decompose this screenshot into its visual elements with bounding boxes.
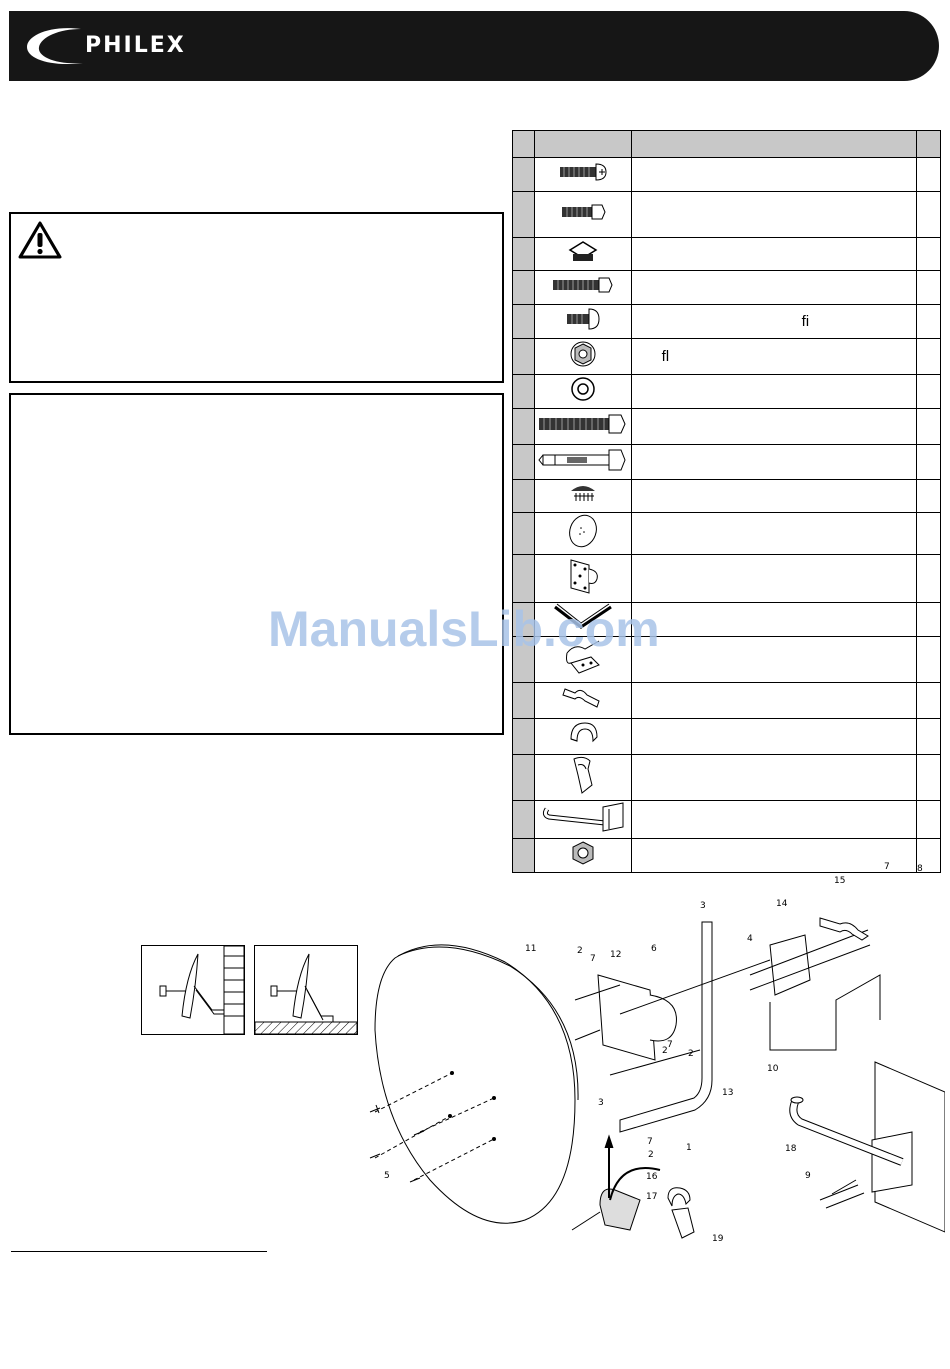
diagram-label: 1: [686, 1143, 692, 1153]
part-description: [631, 271, 917, 305]
table-row: [513, 271, 941, 305]
lnb-holder-icon: [565, 719, 601, 749]
diagram-label: 10: [767, 1064, 779, 1074]
part-description: [631, 375, 917, 409]
part-description: ﬂ: [631, 339, 917, 375]
table-row: [513, 158, 941, 192]
clamp-icon: [561, 683, 605, 713]
diagram-label: 7: [884, 862, 890, 872]
machine-screw-icon: [558, 162, 608, 182]
col-qty-header: [917, 131, 941, 158]
part-description: [631, 555, 917, 603]
part-description: [631, 755, 917, 801]
part-description: [631, 603, 917, 637]
table-row: [513, 192, 941, 238]
diagram-label: 14: [776, 899, 788, 909]
mount-plate-icon: [563, 555, 603, 597]
part-description: [631, 513, 917, 555]
col-description-header: [631, 131, 917, 158]
diagram-label: 11: [525, 944, 537, 954]
diagram-label: 5: [384, 1171, 390, 1181]
diagram-label: 8: [917, 864, 923, 874]
diagram-label: 7: [667, 1040, 673, 1050]
info-box: [9, 393, 504, 735]
table-row: [513, 445, 941, 480]
square-cap-icon: [568, 241, 598, 263]
carriage-bolt-icon: [563, 308, 603, 330]
parts-table: [512, 130, 941, 873]
table-row: [513, 683, 941, 719]
long-hex-bolt-icon: [537, 413, 629, 435]
diagram-label: 19: [712, 1234, 724, 1243]
brand-logo-text: PHILEX: [85, 33, 186, 58]
diagram-label: 4: [747, 934, 753, 944]
footnote-divider: [11, 1251, 267, 1252]
part-description: [631, 409, 917, 445]
wall-anchor-icon: [537, 448, 629, 472]
washer-icon: [570, 376, 596, 402]
diagram-label: 3: [700, 901, 706, 911]
col-number-header: [513, 131, 535, 158]
diagram-label: 9: [805, 1171, 811, 1181]
plastic-cap-icon: [568, 483, 598, 505]
flange-nut-icon: [570, 339, 596, 369]
part-description: [631, 158, 917, 192]
col-image-header: [534, 131, 631, 158]
diagram-label: 2: [688, 1049, 694, 1059]
header-bar: [9, 11, 939, 81]
lnb-arm-clip-icon: [568, 755, 598, 795]
wall-mount-illustration: [141, 945, 245, 1035]
part-description: [631, 683, 917, 719]
diagram-label: 7: [647, 1137, 653, 1147]
hex-bolt-icon: [551, 275, 615, 295]
diagram-label: 16: [646, 1172, 658, 1182]
table-row: [513, 339, 941, 375]
diagram-label: 7: [590, 954, 596, 964]
parts-table-header: [513, 131, 941, 158]
part-description: [631, 480, 917, 513]
watermark: ManualsLib.com: [268, 601, 660, 657]
table-row: [513, 375, 941, 409]
wall-bracket-icon: [539, 801, 627, 833]
warning-icon: [17, 220, 63, 260]
part-description: [631, 445, 917, 480]
part-description: [631, 637, 917, 683]
diagram-label: 6: [651, 944, 657, 954]
table-row: [513, 480, 941, 513]
part-description: ﬁ: [631, 305, 917, 339]
dish-icon: [566, 513, 600, 549]
table-row: [513, 238, 941, 271]
diagram-label: 3: [598, 1098, 604, 1108]
part-description: [631, 238, 917, 271]
diagram-label: 13: [722, 1088, 734, 1098]
table-row: [513, 409, 941, 445]
table-row: [513, 719, 941, 755]
diagram-label: 12: [610, 950, 622, 960]
diagram-label: 17: [646, 1192, 658, 1202]
diagram-label: 2: [662, 1046, 668, 1056]
part-description: [631, 719, 917, 755]
table-row: [513, 513, 941, 555]
diagram-label: 2: [577, 946, 583, 956]
table-row: [513, 305, 941, 339]
part-description: [631, 192, 917, 238]
philex-logo-swoosh-icon: [21, 21, 91, 71]
diagram-label: 2: [648, 1150, 654, 1160]
part-description: [631, 801, 917, 839]
diagram-label: 15: [834, 876, 846, 886]
warning-box: [9, 212, 504, 383]
table-row: [513, 801, 941, 839]
assembly-diagram: [360, 858, 945, 1243]
hex-bolt-short-icon: [558, 202, 608, 222]
diagram-label: 18: [785, 1144, 797, 1154]
ground-mount-illustration: [254, 945, 358, 1035]
table-row: [513, 755, 941, 801]
table-row: [513, 555, 941, 603]
